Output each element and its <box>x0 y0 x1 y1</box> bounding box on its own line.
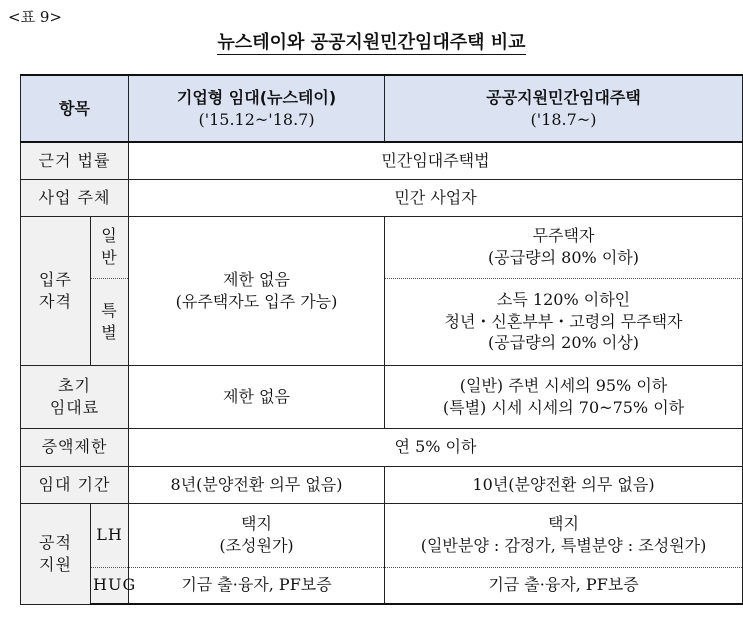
row-period-label: 임대 기간 <box>21 466 129 503</box>
row-period-public: 10년(분양전환 의무 없음) <box>385 466 743 503</box>
eligibility-special-label <box>91 278 129 365</box>
header-newstay-name: 기업형 임대(뉴스테이) <box>176 87 337 107</box>
eligibility-special-value <box>385 278 743 365</box>
special-value-line2: 청년・신혼부부・고령의 무주택자 <box>444 311 683 331</box>
row-rent <box>21 365 743 428</box>
general-label-2: 반 <box>101 248 118 267</box>
rent-public-line1: (일반) 주변 시세의 95% 이하 <box>459 375 668 395</box>
support-hug-public: 기금 출·융자, PF보증 <box>385 567 743 604</box>
header-row <box>21 75 743 142</box>
rent-label-line2: 임대료 <box>49 397 100 417</box>
row-operator-value: 민간 사업자 <box>129 179 743 216</box>
eligibility-label-line2: 자격 <box>39 291 72 311</box>
eligibility-newstay-line1: 제한 없음 <box>223 269 290 289</box>
row-increase-label: 증액제한 <box>21 428 129 466</box>
header-public-rental-period: ('18.7~) <box>530 109 597 129</box>
lh-newstay-line1: 택지 <box>241 514 272 534</box>
header-public-rental-name: 공공지원민간임대주택 <box>486 87 641 107</box>
row-basis-value: 민간임대주택법 <box>129 142 743 179</box>
row-period-newstay: 8년(분양전환 의무 없음) <box>129 466 385 503</box>
row-rent-newstay: 제한 없음 <box>129 365 385 428</box>
table-title-text: 뉴스테이와 공공지원민간임대주택 비교 <box>217 32 526 53</box>
header-public-rental <box>385 75 743 142</box>
table-title <box>0 28 743 54</box>
support-lh-newstay <box>129 503 385 567</box>
row-basis <box>21 142 743 179</box>
row-operator <box>21 179 743 216</box>
special-label-1: 특 <box>101 300 118 320</box>
eligibility-newstay-line2: (유주택자도 입주 가능) <box>175 291 338 311</box>
row-period <box>21 466 743 503</box>
lh-public-line2: (일반분양 : 감정가, 특별분양 : 조성원가) <box>420 536 707 555</box>
header-newstay-period: ('15.12~'18.7) <box>198 109 315 129</box>
support-lh-label: LH <box>91 503 129 567</box>
row-support-label <box>21 503 91 604</box>
row-rent-public <box>385 365 743 428</box>
comparison-table <box>20 74 743 605</box>
support-lh-public <box>385 503 743 567</box>
support-label-line1: 공적 <box>39 532 72 552</box>
general-value-line2: (공급량의 80% 이하) <box>488 248 639 267</box>
row-increase <box>21 428 743 466</box>
row-operator-label: 사업 주체 <box>21 179 129 216</box>
lh-public-line1: 택지 <box>548 514 579 534</box>
table-caption: <표 9> <box>8 8 62 26</box>
special-label-2: 별 <box>101 322 118 342</box>
row-support-hug <box>21 567 743 604</box>
eligibility-general-label <box>91 216 129 278</box>
eligibility-newstay <box>129 216 385 365</box>
support-hug-newstay: 기금 출·융자, PF보증 <box>129 567 385 604</box>
support-hug-label: HUG <box>91 567 129 604</box>
lh-newstay-line2: (조성원가) <box>219 536 294 555</box>
special-value-line3: (공급량의 20% 이상) <box>488 333 639 353</box>
general-value-line1: 무주택자 <box>532 226 595 246</box>
row-increase-value: 연 5% 이하 <box>129 428 743 466</box>
special-value-line1: 소득 120% 이하인 <box>496 290 631 310</box>
eligibility-label-line1: 입주 <box>39 269 72 289</box>
row-eligibility-general <box>21 216 743 278</box>
header-item: 항목 <box>21 75 129 142</box>
row-basis-label: 근거 법률 <box>21 142 129 179</box>
support-label-line2: 지원 <box>39 554 72 574</box>
general-label-1: 일 <box>101 226 118 246</box>
row-eligibility-label <box>21 216 91 365</box>
row-support-lh <box>21 503 743 567</box>
rent-public-line2: (특별) 시세 시세의 70~75% 이하 <box>442 397 685 417</box>
rent-label-line1: 초기 <box>58 375 91 395</box>
header-newstay <box>129 75 385 142</box>
eligibility-general-value <box>385 216 743 278</box>
row-rent-label <box>21 365 129 428</box>
